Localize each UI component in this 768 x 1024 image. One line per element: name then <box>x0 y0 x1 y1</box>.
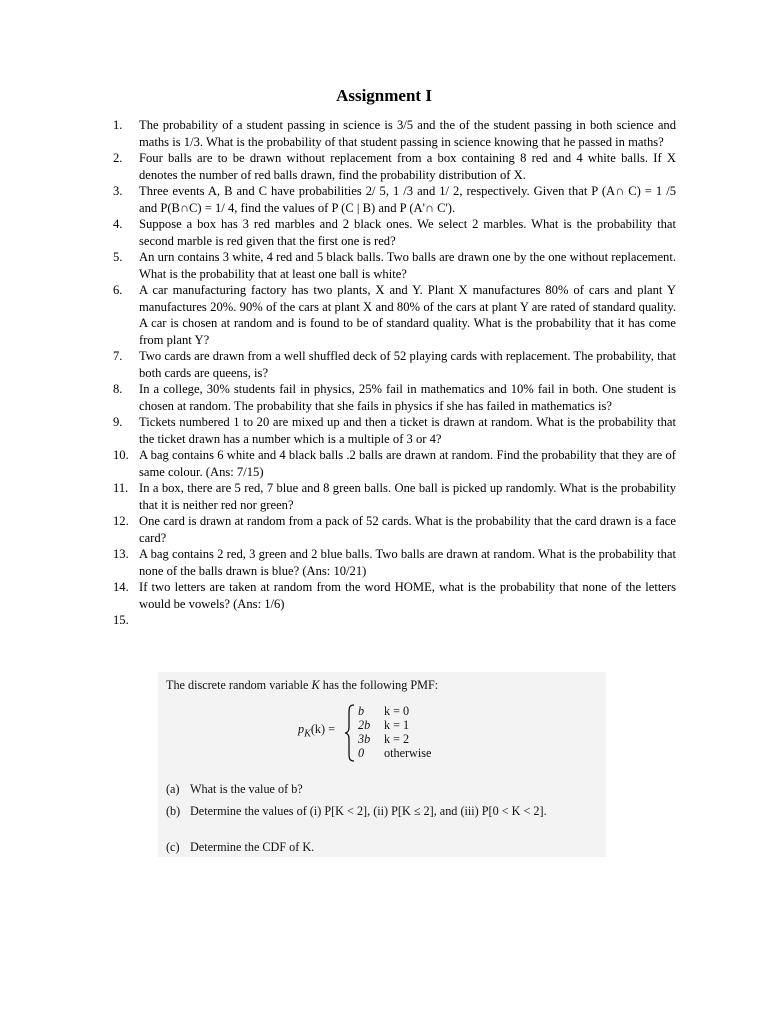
question-number: 15. <box>113 613 129 627</box>
intro-text-end: has the following PMF: <box>319 678 439 692</box>
question-part-b <box>166 804 600 819</box>
figure-intro <box>166 678 438 693</box>
case-condition: k = 0 <box>384 704 410 718</box>
question-text: Suppose a box has 3 red marbles and 2 black ones. We select 2 marbles. What is the probability that second marble is red given that the first one is red? <box>139 217 676 248</box>
pmf-case-row <box>358 746 431 761</box>
question-number: 2. <box>113 151 123 165</box>
question-item <box>113 546 676 579</box>
question-text: A bag contains 6 white and 4 black balls .2 balls are drawn at random. Find the probability that they are of same colour. (Ans: 7/15) <box>139 448 676 479</box>
left-brace-icon <box>344 704 356 762</box>
question-item <box>113 480 676 513</box>
question-text: Tickets numbered 1 to 20 are mixed up and then a ticket is drawn at random. What is the probability that the ticket drawn has a number which is a multiple of 3 or 4? <box>139 415 676 446</box>
question-number: 12. <box>113 514 129 528</box>
part-label: (b) <box>166 804 181 818</box>
intro-variable: K <box>311 678 320 692</box>
question-text: A car manufacturing factory has two plants, X and Y. Plant X manufactures 80% of cars and plant Y manufactures 20%. 90% of the cars at plant X and 80% of the cars at plant Y are rated of standard quality. A car is chosen at random and is found to be of standard quality. What is the probability that it has come from plant Y? <box>139 283 676 347</box>
part-label: (a) <box>166 782 180 796</box>
case-value: b <box>358 704 365 718</box>
pmf-symbol: p <box>298 722 305 736</box>
question-number: 14. <box>113 580 129 594</box>
question-list <box>113 117 676 627</box>
question-number: 3. <box>113 184 123 198</box>
case-condition: k = 1 <box>384 718 410 732</box>
question-text: In a box, there are 5 red, 7 blue and 8 green balls. One ball is picked up randomly. What is the probability that it is neither red nor green? <box>139 481 676 512</box>
part-text: Determine the CDF of K. <box>190 840 315 854</box>
question-item <box>113 348 676 381</box>
question-number: 6. <box>113 283 123 297</box>
intro-text: The discrete random variable <box>166 678 312 692</box>
question-item <box>113 579 676 612</box>
pmf-problem-figure <box>158 672 606 857</box>
question-text: An urn contains 3 white, 4 red and 5 black balls. Two balls are drawn one by the one without replacement. What is the probability that at least one ball is white? <box>139 250 676 281</box>
pmf-definition <box>298 702 498 762</box>
question-text: Four balls are to be drawn without replacement from a box containing 8 red and 4 white balls. If X denotes the number of red balls drawn, find the probability distribution of X. <box>139 151 676 182</box>
part-label: (c) <box>166 840 180 854</box>
question-number: 9. <box>113 415 123 429</box>
question-item <box>113 513 676 546</box>
question-number: 5. <box>113 250 123 264</box>
case-value: 3b <box>358 732 371 746</box>
question-number: 7. <box>113 349 123 363</box>
pmf-case-row <box>358 704 409 719</box>
question-item <box>113 381 676 414</box>
question-item <box>113 447 676 480</box>
question-text: A bag contains 2 red, 3 green and 2 blue balls. Two balls are drawn at random. What is the probability that none of the balls drawn is blue? (Ans: 10/21) <box>139 547 676 578</box>
question-text: One card is drawn at random from a pack of 52 cards. What is the probability that the card drawn is a face card? <box>139 514 676 545</box>
part-text: Determine the values of (i) P[K < 2], (ii) P[K ≤ 2], and (iii) P[0 < K < 2]. <box>190 804 547 818</box>
question-item <box>113 216 676 249</box>
case-condition: k = 2 <box>384 732 410 746</box>
question-number: 8. <box>113 382 123 396</box>
pmf-lhs <box>298 722 335 739</box>
case-condition: otherwise <box>384 746 432 760</box>
question-part-c <box>166 840 598 855</box>
question-item <box>113 117 676 150</box>
question-number: 1. <box>113 118 123 132</box>
question-item <box>113 150 676 183</box>
question-number: 11. <box>113 481 129 495</box>
question-text: Three events A, B and C have probabilities 2/ 5, 1 /3 and 1/ 2, respectively. Given that P (A∩ C) = 1 /5 and P(B∩C) = 1/ 4, find the values of P (C | B) and P (A'∩ C'). <box>139 184 676 215</box>
question-text: If two letters are taken at random from the word HOME, what is the probability that none of the letters would be vowels? (Ans: 1/6) <box>139 580 676 611</box>
question-number: 4. <box>113 217 123 231</box>
question-part-a <box>166 782 598 797</box>
pmf-argument: (k) = <box>310 722 336 736</box>
question-item <box>113 249 676 282</box>
question-item <box>113 183 676 216</box>
case-value: 2b <box>358 718 371 732</box>
question-text: The probability of a student passing in science is 3/5 and the of the student passing in both science and maths is 1/3. What is the probability of that student passing in science knowing that he passed in maths? <box>139 118 676 149</box>
question-number: 13. <box>113 547 129 561</box>
question-text: In a college, 30% students fail in physics, 25% fail in mathematics and 10% fail in both. One student is chosen at random. The probability that she fails in physics if she has failed in mathematics is? <box>139 382 676 413</box>
question-number: 10. <box>113 448 129 462</box>
pmf-case-row <box>358 732 409 747</box>
pmf-subscript: K <box>304 728 311 740</box>
case-value: 0 <box>358 746 365 760</box>
pmf-case-row <box>358 718 409 733</box>
question-text: Two cards are drawn from a well shuffled deck of 52 playing cards with replacement. The probability, that both cards are queens, is? <box>139 349 676 380</box>
page-title: Assignment I <box>336 86 432 105</box>
question-item <box>113 414 676 447</box>
part-text: What is the value of b? <box>190 782 303 796</box>
question-item <box>113 282 676 348</box>
